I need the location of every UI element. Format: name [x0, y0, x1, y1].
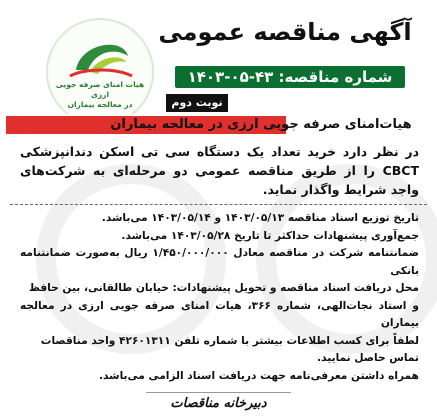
detail-line: محل دریافت اسناد مناقصه و تحویل پیشنهادات: خیابان طالقانی، بین حافظ — [28, 282, 419, 294]
signature-divider — [146, 392, 291, 393]
detail-line: و استاد نجات‌الهی، شماره ۳۶۶، هیات امنای صرفه جویی ارزی در معالجه بیماران — [20, 299, 419, 329]
notice-title: آگهی مناقصه عمومی — [158, 18, 412, 46]
detail-line: جمع‌آوری پیشنهادات حداکثر تا تاریخ ۱۴۰۳/۰۵/۲۸ می‌باشد. — [121, 229, 419, 242]
signature: دبیرخانه مناقصات — [170, 396, 267, 411]
tender-number: شماره مناقصه: ۴۳-۰۵-۱۴۰۳ — [175, 66, 405, 88]
logo-text-line: در معالجه بیماران — [67, 100, 133, 109]
tender-details — [20, 210, 419, 385]
organization-name: هیات‌امنای صرفه جویی ارزی در معالجه بیماران — [110, 117, 412, 132]
divider — [10, 204, 427, 205]
round-badge: نوبت دوم — [166, 94, 228, 112]
detail-line: تاریخ توزیع اسناد مناقصه ۱۴۰۳/۰۵/۱۳ و ۱۴۰۳/۰۵/۱۴ می‌باشد. — [101, 212, 419, 224]
detail-line: لطفاً برای کسب اطلاعات بیشتر با شماره تلفن ۴۲۶۰۱۳۱۱ واحد مناقصات — [40, 334, 419, 347]
organization-logo — [46, 18, 154, 126]
intro-text: در نظر دارد خرید تعداد یک دستگاه سی تی اسکن دندانپزشکی CBCT را از طریق مناقصه عمومی دو مرحله‌ای به شرکت‌های واجد شرایط واگذار نماید. — [20, 144, 419, 197]
logo-text-line: هیات امنای صرفه جویی ارزی — [55, 80, 145, 99]
tender-advertisement — [6, 4, 431, 414]
detail-line: همراه داشتن معرفی‌نامه جهت دریافت اسناد الزامی می‌باشد. — [99, 369, 419, 382]
detail-line: تماس حاصل نمایید. — [317, 352, 419, 364]
detail-line: ضمانتنامه شرکت در مناقصه معادل ۱/۴۵۰/۰۰۰/۰۰۰ ریال به‌صورت ضمانتنامه بانکی — [20, 247, 419, 277]
logo-text — [50, 80, 150, 110]
